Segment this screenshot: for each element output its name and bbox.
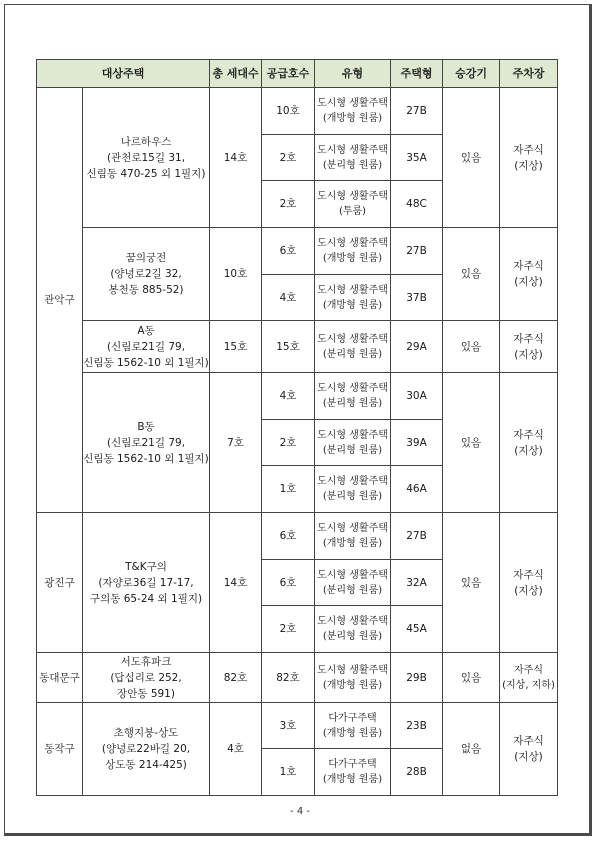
housing-address-line1: (신림로21길 79,: [106, 340, 186, 353]
housing-address-line1: (자양로36길 17-17,: [98, 576, 194, 589]
supply-units: 3호: [262, 703, 315, 749]
total-units: 7호: [210, 373, 262, 513]
housing-type: 도시형 생활주택 (분리형 원룸): [315, 606, 391, 653]
supply-units: 1호: [262, 749, 315, 796]
housing-type: 도시형 생활주택 (개방형 원룸): [315, 653, 391, 703]
housing-size: 23B: [391, 703, 443, 749]
header-elevator: 승강기: [443, 60, 500, 88]
district-dongdaemun: 동대문구: [37, 653, 83, 703]
table-row: [37, 373, 558, 420]
housing-address-line1: (양녕로2길 32,: [110, 268, 182, 280]
housing-name: B동: [137, 420, 155, 433]
total-units: 14호: [210, 513, 262, 653]
supply-units: 2호: [262, 135, 315, 181]
parking: 자주식 (지상): [500, 321, 558, 373]
housing-type: 도시형 생활주택 (분리형 원룸): [315, 321, 391, 373]
district-gwanak: 관악구: [37, 88, 83, 513]
supply-units: 15호: [262, 321, 315, 373]
table-row: [37, 88, 558, 135]
housing-name-cell: [83, 703, 210, 796]
table-row: [37, 513, 558, 560]
housing-name-cell: [83, 228, 210, 321]
housing-type: 도시형 생활주택 (분리형 원룸): [315, 373, 391, 420]
header-total-units: 총 세대수: [210, 60, 262, 88]
housing-type: 다가구주택 (개방형 원룸): [315, 749, 391, 796]
housing-size: 39A: [391, 420, 443, 466]
housing-size: 45A: [391, 606, 443, 653]
housing-type: 도시형 생활주택 (분리형 원룸): [315, 420, 391, 466]
housing-type: 도시형 생활주택 (개방형 원룸): [315, 513, 391, 560]
housing-name-cell: [83, 653, 210, 703]
supply-units: 1호: [262, 466, 315, 513]
housing-type: 도시형 생활주택 (투룸): [315, 181, 391, 228]
elevator: 있음: [443, 321, 500, 373]
housing-name: A동: [137, 324, 155, 337]
elevator: 있음: [443, 88, 500, 228]
page-number: - 4 -: [290, 806, 310, 817]
housing-size: 27B: [391, 228, 443, 275]
housing-type: 도시형 생활주택 (개방형 원룸): [315, 88, 391, 135]
elevator: 있음: [443, 513, 500, 653]
housing-table: [36, 59, 558, 796]
housing-type: 도시형 생활주택 (분리형 원룸): [315, 135, 391, 181]
housing-address-line1: (관천로15길 31,: [106, 151, 186, 164]
housing-address-line2: 상도동 214-425): [105, 759, 187, 771]
housing-address-line2: 봉천동 885-52): [108, 284, 184, 296]
housing-address-line2: 신림동 1562-10 외 1필지): [83, 452, 209, 465]
header-parking: 주차장: [500, 60, 558, 88]
elevator: 있음: [443, 228, 500, 321]
table-row: [37, 321, 558, 373]
supply-units: 4호: [262, 275, 315, 321]
housing-size: 35A: [391, 135, 443, 181]
housing-name: T&K구의: [125, 560, 167, 573]
housing-size: 37B: [391, 275, 443, 321]
table-row: [37, 228, 558, 275]
housing-name: 꿈의궁전: [125, 252, 167, 264]
housing-size: 29B: [391, 653, 443, 703]
housing-type: 다가구주택 (개방형 원룸): [315, 703, 391, 749]
header-supply-units: 공급호수: [262, 60, 315, 88]
housing-type: 도시형 생활주택 (분리형 원룸): [315, 466, 391, 513]
housing-name-cell: [83, 321, 210, 373]
table-row: [37, 653, 558, 703]
parking: 자주식 (지상): [500, 513, 558, 653]
parking: 자주식 (지상): [500, 373, 558, 513]
housing-type: 도시형 생활주택 (개방형 원룸): [315, 275, 391, 321]
supply-units: 6호: [262, 513, 315, 560]
table-row: [37, 703, 558, 749]
total-units: 15호: [210, 321, 262, 373]
parking: 자주식 (지상): [500, 228, 558, 321]
elevator: 있음: [443, 373, 500, 513]
supply-units: 4호: [262, 373, 315, 420]
parking: 자주식 (지상): [500, 88, 558, 228]
elevator: 있음: [443, 653, 500, 703]
supply-units: 6호: [262, 228, 315, 275]
housing-size: 29A: [391, 321, 443, 373]
housing-address-line1: (답십리로 252,: [110, 671, 182, 684]
parking: 자주식 (지상): [500, 703, 558, 796]
housing-name-cell: [83, 88, 210, 228]
header-size: 주택형: [391, 60, 443, 88]
housing-size: 32A: [391, 560, 443, 606]
header-row: [37, 60, 558, 88]
housing-address-line2: 구의동 65-24 외 1필지): [89, 592, 203, 605]
supply-units: 2호: [262, 420, 315, 466]
supply-units: 2호: [262, 606, 315, 653]
housing-size: 27B: [391, 513, 443, 560]
header-type: 유형: [315, 60, 391, 88]
housing-size: 48C: [391, 181, 443, 228]
housing-size: 46A: [391, 466, 443, 513]
housing-name-cell: [83, 373, 210, 513]
district-dongjak: 동작구: [37, 703, 83, 796]
housing-address-line1: (신림로21길 79,: [106, 436, 186, 449]
housing-type: 도시형 생활주택 (개방형 원룸): [315, 228, 391, 275]
housing-name-cell: [83, 513, 210, 653]
housing-size: 27B: [391, 88, 443, 135]
parking: 자주식 (지상, 지하): [500, 653, 558, 703]
district-gwangjin: 광진구: [37, 513, 83, 653]
housing-size: 30A: [391, 373, 443, 420]
housing-address-line2: 장안동 591): [117, 687, 175, 700]
total-units: 14호: [210, 88, 262, 228]
total-units: 82호: [210, 653, 262, 703]
supply-units: 10호: [262, 88, 315, 135]
elevator: 없음: [443, 703, 500, 796]
housing-size: 28B: [391, 749, 443, 796]
housing-name: 초행지붕-상도: [113, 727, 179, 739]
housing-address-line2: 신림동 1562-10 외 1필지): [83, 356, 209, 369]
housing-address-line2: 신림동 470-25 외 1필지): [86, 167, 206, 180]
supply-units: 2호: [262, 181, 315, 228]
housing-name: 서도휴파크: [120, 655, 172, 668]
housing-address-line1: (양녕로22바길 20,: [101, 743, 191, 755]
housing-name: 나르하우스: [120, 135, 172, 148]
housing-type: 도시형 생활주택 (분리형 원룸): [315, 560, 391, 606]
total-units: 4호: [210, 703, 262, 796]
total-units: 10호: [210, 228, 262, 321]
supply-units: 82호: [262, 653, 315, 703]
supply-units: 6호: [262, 560, 315, 606]
header-target-housing: 대상주택: [37, 60, 210, 88]
